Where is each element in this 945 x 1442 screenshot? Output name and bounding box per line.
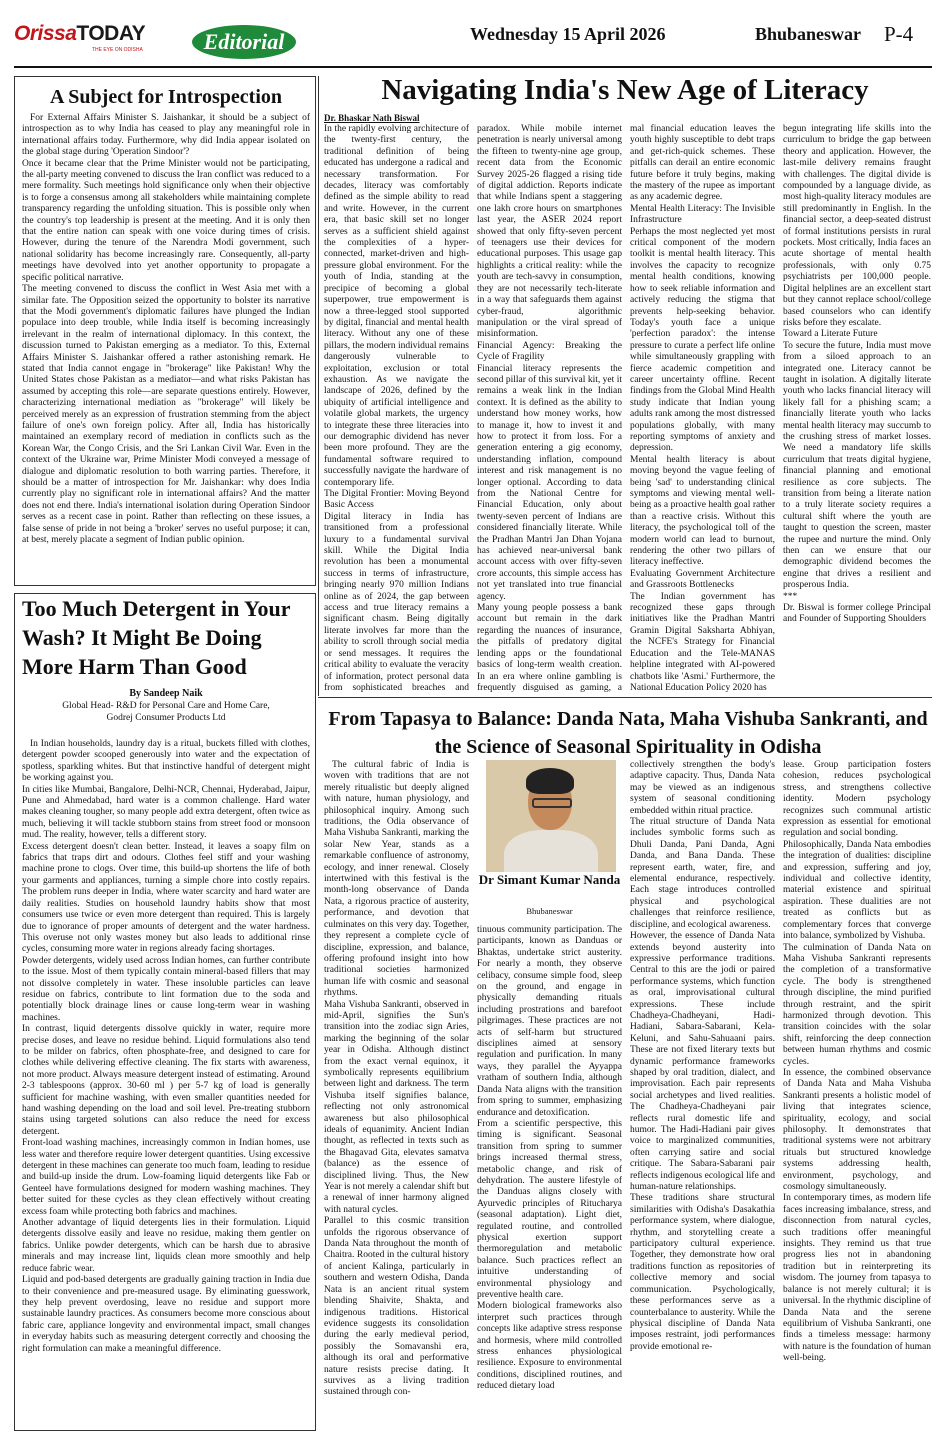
section-divider (318, 697, 932, 698)
paragraph: The ritual structure of Danda Nata includes symbolic forms such as Dhuli Danda, Pani Danda, Agni Danda, and Bana Danda. These represent earth, water, fire, and elemental endurance, respectively. Each stage introduces controlled physical and psychological challenges that reinforce resilience, discipline, and ecological awareness. (630, 817, 775, 930)
danda-column-1 (324, 760, 469, 1434)
paragraph: mal financial education leaves the youth highly susceptible to debt traps and get-rich-quick schemes. These pitfalls can derail an entire economic future before it truly begins, making the mastery of the rupee as important as any academic degree. (630, 124, 775, 203)
paragraph: In the rapidly evolving architecture of the twenty-first century, the traditional definition of being educated has undergone a radical and necessary transformation. For decades, literacy was comfortably defined as the simple ability to read and write. However, in the current era, that basic skill set no longer serves as a sufficient shield against the complexities of a hyper-connected, market-driven and high-pressure global environment. For the youth of India, standing at the precipice of becoming a global superpower, true empowerment is now a three-legged stool supported by digital, financial and mental health literacy. Without any one of these pillars, the modern individual remains dangerously vulnerable to exploitation, exclusion or total exhaustion. As we navigate the landscape of 2026, defined by the ubiquity of artificial intelligence and volatile global markets, the urgency to integrate these three literacies into our demographic dividend has never been more profound. They are the fundamental software required to successfully navigate the hardware of contemporary life. (324, 124, 469, 488)
paragraph: The meeting convened to discuss the conflict in West Asia met with a similar fate. The Opposition seized the opportunity to bolster its narrative that the Modi government's diplomatic failures have plunged the Indian populace into deep trouble, while India itself is becoming increasingly irrelevant in the realm of international diplomacy. In this context, the discussion turned to Pakistan emerging as a mediator. To this, External Affairs Minister S. Jaishankar offered a rather astonishing remark. He stated that India cannot engage in "brokerage" like Pakistan! Why the United States chose Pakistan as a mediator—and what risks Pakistan has assumed by accepting this role—are separate questions entirely. However, characterizing international mediation as "brokerage" will likely be perceived merely as an expression of frustration stemming from the abject failure of one's own foreign policy. After all, India has historically maintained an exemplary record of mediation in conflicts such as the Korean War, the Congo Crisis, and the Sri Lankan Civil War. Even in the context of the Ukraine war, Prime Minister Modi conveyed a message of dialogue and diplomatic resolution to both warring parties. Therefore, it should be a matter of introspection for Mr. Jaishankar: why does India currently play no significant role in international affairs? And the matter does not end there. India's international isolation during Operation Sindoor serves as a recent case in point. Rather than reflecting on these issues, a false sense of pride in not being a 'broker' serves no useful purpose; it can, at best, merely placate a segment of Indian public opinion. (22, 284, 310, 546)
paragraph: Financial literacy represents the second pillar of this survival kit, yet it remains a weak link in the Indian context. It is defined as the ability to understand how money works, how to manage it, how to invest it and how to protect it from loss. For a generation entering a gig economy, understanding inflation, compound interest and risk management is no longer optional. According to data from the National Centre for Financial Education, only about twenty-seven percent of Indians are considered financially literate. While the Pradhan Mantri Jan Dhan Yojana has achieved near-universal bank account access with over fifty-seven crore accounts, this simple access has not yet translated into true financial agency. (477, 363, 622, 602)
section-badge: Editorial (192, 25, 296, 59)
paragraph: In essence, the combined observance of Danda Nata and Maha Vishuba Sankranti presents a holistic model of living that integrates science, spirituality, ecology, and social philosophy. It demonstrates that traditional systems were not arbitrary rituals but structured knowledge systems addressing health, environment, psychology, and cosmology simultaneously. (783, 1067, 931, 1193)
subheading: Evaluating Government Architecture and Grassroots Bottlenecks (630, 568, 775, 591)
intro-headline: A Subject for Introspection (49, 86, 283, 108)
subheading: The Digital Frontier: Moving Beyond Basic Access (324, 489, 469, 511)
paragraph: In contemporary times, as modern life faces increasing imbalance, stress, and disconnection from natural cycles, such traditions offer meaningful insights. They remind us that true progress lies not in abandoning tradition but in reinterpreting its wisdom. The journey from tapasya to balance is not merely cultural; it is universal. In the rhythmic discipline of Danda Nata and the serene equilibrium of Vishuba Sankranti, one finds a timeless message: harmony with nature is the foundation of human well-being. (783, 1193, 931, 1364)
danda-headline: From Tapasya to Balance: Danda Nata, Maha Vishuba Sankranti, and the Science of Seasonal Spirituality in Odisha (328, 708, 928, 758)
paragraph: These traditions share structural similarities with Odisha's Dasakathia performance system, where dialogue, rhythm, and storytelling create a participatory cultural experience. Together, they demonstrate how oral traditions function as repositories of collective memory and social communication. Psychologically, these performances serve as a counterbalance to austerity. While the physical discipline of Danda Nata imposes restraint, jodi performances provide emotional re- (630, 1193, 775, 1352)
paragraph: lease. Group participation fosters cohesion, reduces psychological stress, and strengthens collective identity. Modern psychology recognizes such communal artistic expression as essential for emotional regulation and social bonding. (783, 760, 931, 839)
issue-date: Wednesday 15 April 2026 (470, 24, 666, 44)
paragraph: Perhaps the most neglected yet most critical component of the modern toolkit is mental health literacy. This involves the capacity to recognize mental health conditions, knowing how to seek reliable information and actively reducing the stigma that prevents help-seeking behavior. Today's youth face a unique 'perfection paradox': the intense pressure to curate a perfect life online while simultaneously grappling with fierce academic competition and career uncertainty offline. Recent findings from the Global Mind Health study indicate that Indian young adults rank among the most distressed populations globally, with many reporting symptoms of anxiety and depression. (630, 226, 775, 454)
danda-column-3 (630, 760, 775, 1434)
paragraph: tinuous community participation. The participants, known as Danduas or Bhaktas, undertake strict austerity. For nearly a month, they observe celibacy, consume simple food, sleep on the ground, and engage in physically demanding rituals including prostrations and barefoot pilgrimages. These practices are not acts of self-harm but structured disciplines aimed at sensory regulation and purification. In many ways, they parallel the Ayyappa vratham of southern India, although Danda Nata aligns with the transition from spring to summer, emphasizing endurance and detoxification. (477, 925, 622, 1118)
paragraph: However, the essence of Danda Nata extends beyond austerity into expressive performance traditions. Central to this are the jodi or paired performance systems, which function as oral, improvisational cultural expressions. These include Chadheya-Chadheyani, Hadi-Hadiani, Sabara-Sabarani, Kela-Keluni, and Sahu-Sahuaani pairs. These are not fixed literary texts but dynamic performance frameworks shaped by oral tradition, dialect, and improvisation. Each pair represents social archetypes and lived realities. The Chadheya-Chadheyani pair reflects rural domestic life and humor. The Hadi-Hadiani pair gives voice to marginalized communities, often carrying satire and social critique. The Sabara-Sabarani pair reflects indigenous ecological life and human-nature relationships. (630, 931, 775, 1193)
page-number: P-4 (884, 22, 914, 46)
author-note: Dr. Biswal is former college Principal and Founder of Supporting Shoulders (783, 603, 931, 625)
logo-tagline: THE EYE ON ODISHA (92, 47, 143, 53)
detergent-headline: Too Much Detergent in Your Wash? It Might Be Doing More Harm Than Good (22, 596, 291, 679)
paragraph: The cultural fabric of India is woven with traditions that are not merely ritualistic but deeply aligned with nature, human physiology, and philosophical inquiry. Among such traditions, the Odia observance of Maha Vishuba Sankranti, marking the solar New Year, stands as a remarkable confluence of astronomy, ecology, and inner renewal. Closely intertwined with this festival is the month-long observance of Danda Nata, a rigorous practice of austerity, performance, and devotion that culminates on this very day. Together, they represent a complete cycle of discipline, expression, and balance, offering profound insight into how traditional societies harmonized human life with cosmic and seasonal rhythms. (324, 760, 469, 999)
paragraph: In cities like Mumbai, Bangalore, Delhi-NCR, Chennai, Hyderabad, Jaipur, Pune and Ahmedabad, hard water is a common challenge. Hard water makes cleaning tougher, so many people add extra detergent, often twice as much, believing it will tackle stubborn stains from street food or monsoon mud. The reality, however, tells a different story. (22, 784, 310, 841)
literacy-column-4 (783, 124, 931, 692)
paragraph: Many young people possess a bank account but remain in the dark regarding the nuances of insurance, the pitfalls of predatory digital lending apps or the foundational basics of long-term wealth creation. In an era where online gambling is frequently disguised as gaming, a (477, 603, 622, 692)
author-photo (486, 760, 616, 872)
byline-role: Global Head- R&D for Personal Care and Home Care, (62, 701, 270, 711)
paragraph: The culmination of Danda Nata on Maha Vishuba Sankranti represents the completion of a transformative cycle. The body is strengthened through discipline, the mind purified through restraint, and the spirit harmonized through devotion. This transition coincides with the solar shift, reinforcing the deep connection between human rhythms and cosmic cycles. (783, 942, 931, 1067)
author-place: Bhubaneswar (526, 906, 573, 916)
paragraph: In contrast, liquid detergents dissolve quickly in water, require more precise doses, and leave no residue behind. Liquid formulations also tend to be milder on fabrics, often phosphate-free, and designed to care for clothes while delivering effective cleaning. The fix starts with awareness, not more product. Always measure detergent instead of estimating. Around 2-3 tablespoons (approx. 30-60 ml ) per 5-7 kg of load is generally sufficient for machine washing, with even smaller quantities needed for hand washing depending on the load and soil level. Pre-treating stubborn stains using targeted solutions can also reduce the need for excess detergent. (22, 1024, 310, 1137)
column-divider (318, 76, 319, 696)
paragraph: In Indian households, laundry day is a ritual, buckets filled with clothes, detergent powder scooped generously into water and the expectation of spotless, sparkling whites. But that instinctive handful of detergent might be working against you. (22, 739, 310, 784)
masthead-rule (14, 66, 932, 68)
literacy-headline: Navigating India's New Age of Literacy (381, 74, 869, 106)
paragraph: Digital literacy in India has transitioned from a professional luxury to a fundamental survival skill. While the Digital India revolution has been a monumental success in terms of infrastructure, bringing nearly 970 million Indians online as of 2024, the gap between access and true literacy remains a significant chasm. Being digitally literate involves far more than the ability to scroll through social media or send messages. It requires the critical ability to evaluate the veracity of information, protect personal data from sophisticated breaches and (324, 511, 469, 692)
literacy-column-3 (630, 124, 775, 692)
paragraph: paradox. While mobile internet penetration is nearly universal among the fifteen to twenty-nine age group, recent data from the Economic Survey 2025-26 flagged a rising tide of digital addiction. Reports indicate that while Indians spent a staggering one lakh crore hours on smartphones last year, the ASER 2024 report showed that only fifty-seven percent of teenagers use their devices for educational purposes. This usage gap highlights a critical reality: while the youth are tech-savvy in consumption, they are not necessarily tech-literate in a way that safeguards them against cyber-fraud, algorithmic manipulation or the viral spread of misinformation. (477, 124, 622, 340)
paragraph: Philosophically, Danda Nata embodies the integration of dualities: discipline and expression, suffering and joy, individual and collective identity, material existence and spiritual aspiration. These dualities are not treated as conflicts but as complementary forces that converge into balance, symbolized by Vishuba. (783, 839, 931, 942)
subheading: Financial Agency: Breaking the Cycle of Fragility (477, 340, 622, 363)
paragraph: Powder detergents, widely used across Indian homes, can further contribute to the issue. Most of them typically contain mineral-based fillers that may not dissolve completely in water. These insoluble particles can leave residue on fabrics, contribute to lint formation due to the soda and potentially block drainage lines or cause long-term wear in washing machines. (22, 955, 310, 1023)
paragraph: Excess detergent doesn't clean better. Instead, it leaves a soapy film on fabrics that traps dirt and odours. Clothes feel stiff and your washing machine prone to clogs. Over time, this build-up shortens the life of both your garments and appliances, turning a simple chore into costly repairs. The problem runs deeper in India, where water scarcity and hard water are daily realities. Studies on household laundry habits show that most consumers use twice or even more detergent than required. This is largely due to ignorance of proper amounts of detergent and the water hardness. This overuse not only wastes money but also leads to additional rinse cycles, consuming more water in regions already facing shortages. (22, 841, 310, 955)
paragraph: Once it became clear that the Prime Minister would not be participating, the all-party meeting convened to discuss the Iran conflict was reduced to a mere formality. Such meetings hold significance only when their objective is to forge a consensus among all stakeholders while maintaining complete transparency regarding the unfolding situation. This is possible only when the country's top leadership is present at the meeting. And it is only then that the entire nation can speak with one voice during times of crisis. However, during the tenure of the Narendra Modi government, such national solidarity has become increasingly rare. Consequently, all-party meetings have devolved into yet another opportunity to propagate a specific political narrative. (22, 158, 310, 283)
author-name: Dr Simant Kumar Nanda (478, 872, 621, 887)
paragraph: begun integrating life skills into the curriculum to bridge the gap between theory and application. However, the last-mile delivery remains fraught with challenges. The digital divide is compounded by a language divide, as most high-quality literacy modules are still predominantly in English. In the financial sector, a deep-seated distrust of formal institutions persists in rural pockets. Most critically, India faces an acute shortage of mental health professionals, with only 0.75 psychiatrists per 100,000 people. Digital helplines are an excellent start but they cannot replace school/college based counselors who can identify risks before they escalate. (783, 124, 931, 328)
literacy-column-1 (324, 124, 469, 692)
byline-author: By Sandeep Naik (129, 688, 203, 699)
intro-article-body (22, 113, 310, 577)
paragraph: Front-load washing machines, increasingly common in Indian homes, use less water and therefore require lower detergent quantities. Using excessive detergent in these machines can generate too much foam, leading to residue and build-up inside the drum. Low-foaming liquid detergents like Fab or Genteel have formulations designed for modern washing machines. They better suited for these cycles as they clean effectively without creating excess foam while protecting both fabrics and machines. (22, 1138, 310, 1217)
paragraph: Modern biological frameworks also interpret such practices through concepts like adaptive stress response and hormesis, where mild controlled stress enhances physiological resilience. Exposure to environmental conditions, disciplined routines, and reduced dietary load (477, 1301, 622, 1392)
paragraph: Another advantage of liquid detergents lies in their formulation. Liquid detergents dissolve easily and leave no residue, making them gentler on fabrics. Unlike powder detergents, which can be harsh due to abrasive minerals and may increase lint, liquids clean more smoothly and help reduce fabric wear. (22, 1218, 310, 1274)
paragraph: Liquid and pod-based detergents are gradually gaining traction in India due to their convenience and pre-measured usage. By eliminating guesswork, they help prevent overdosing, leave no residue and support more sustainable laundry practices. As consumers become more conscious about fabric care, appliance longevity and environmental impact, small changes in everyday habits such as measuring detergent correctly and choosing the right formulation can make a meaningful difference. (22, 1275, 310, 1354)
detergent-byline (22, 688, 310, 724)
subheading: Toward a Literate Future (783, 329, 878, 340)
paragraph: Parallel to this cosmic transition unfolds the rigorous observance of Danda Nata throughout the month of Chaitra. Rooted in the cultural history of ancient Kalinga, particularly in southern and western Odisha, Danda Nata is an ancient ritual system blending Shaivite, Shakta, and indigenous traditions. Historical evidence suggests its consolidation during the early medieval period, possibly the Somavanshi era, although its oral and performative nature resists precise dating. It survives as a living tradition sustained through con- (324, 1216, 469, 1398)
danda-column-4 (783, 760, 931, 1434)
byline-company: Godrej Consumer Products Ltd (106, 713, 226, 723)
detergent-article-body (22, 739, 310, 1425)
paragraph: collectively strengthen the body's adaptive capacity. Thus, Danda Nata may be viewed as an indigenous system of seasonal conditioning embedded within ritual practice. (630, 760, 775, 816)
paragraph: To secure the future, India must move from a siloed approach to an integrated one. Literacy cannot be taught in isolation. A digitally literate youth who lacks financial literacy will likely fall for a phishing scam; a financially literate youth who lacks mental health literacy may succumb to the crushing stress of market losses. We need a mandatory life skills curriculum that treats digital hygiene, financial planning and emotional resilience as core subjects. The transition from being a literate nation to a truly literate society requires a cultural shift where the youth are taught to question the screen, master the rupee and nurture the mind. Only then can we ensure that our demographic dividend becomes the engine that drives a resilient and prosperous India. (783, 340, 931, 591)
literacy-column-2 (477, 124, 622, 692)
paragraph: Maha Vishuba Sankranti, observed in mid-April, signifies the Sun's transition into the zodiac sign Aries, marking the beginning of the solar year in Odisha. Although distinct from the exact vernal equinox, it symbolically represents equilibrium between light and darkness. The term Vishuba itself signifies balance, reflecting not only astronomical awareness but also philosophical ideals of equanimity. Ancient Indian thought, as reflected in texts such as the Bhagavad Gita, elevates samatva (balance) as the essence of disciplined living. Thus, the New Year is not merely a calendar shift but a renewal of inner harmony aligned with natural cycles. (324, 999, 469, 1215)
paragraph: From a scientific perspective, this timing is significant. Seasonal transition from spring to summer brings increased thermal stress, metabolic change, and risk of dehydration. The austere lifestyle of the Danduas aligns closely with Ayurvedic principles of Ritucharya (seasonal adaptation). Light diet, regulated routine, and controlled physical exertion support thermoregulation and metabolic balance. Such practices reflect an intuitive understanding of environmental physiology and preventive health care. (477, 1118, 622, 1300)
separator: *** (783, 591, 798, 602)
paragraph: Mental health literacy is about moving beyond the vague feeling of being 'sad' to understanding clinical symptoms and viewing mental well-being as a proactive health goal rather than a reactive crisis. Without this literacy, the psychological toll of the modern world can lead to burnout, rendering the other two pillars of literacy ineffective. (630, 454, 775, 568)
paragraph: For External Affairs Minister S. Jaishankar, it should be a subject of introspection as to why India has ceased to play any meaningful role in international affairs today. Furthermore, why did India appear isolated on the global stage during 'Operation Sindoor'? (22, 113, 310, 158)
newspaper-logo[interactable]: OrissaTODAY (14, 22, 146, 45)
literacy-byline: Dr. Bhaskar Nath Biswal (324, 113, 420, 123)
danda-column-2 (477, 925, 622, 1434)
edition-place: Bhubaneswar (755, 24, 862, 44)
paragraph: The Indian government has recognized these gaps through initiatives like the Pradhan Mantri Gramin Digital Saksharta Abhiyan, the NCFE's Strategy for Financial Education and the Tele-MANAS helpline integrated with AI-powered chatbots like 'Asmi.' Furthermore, the National Education Policy 2020 has (630, 591, 775, 692)
subheading: Mental Health Literacy: The Invisible Infrastructure (630, 203, 775, 226)
